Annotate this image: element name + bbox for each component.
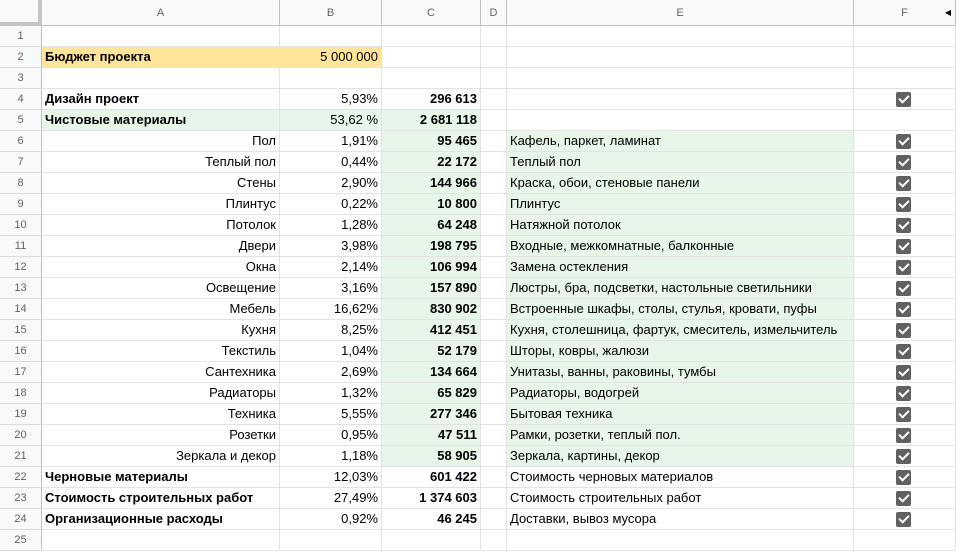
cell-d[interactable] [481, 530, 507, 551]
row-header[interactable]: 18 [0, 383, 42, 404]
checkbox-checked-icon[interactable] [896, 428, 911, 443]
row-header[interactable]: 3 [0, 68, 42, 89]
cell-f[interactable] [854, 425, 956, 446]
cell-e[interactable] [507, 110, 854, 131]
row-header[interactable]: 22 [0, 467, 42, 488]
checkbox-checked-icon[interactable] [896, 155, 911, 170]
table-row [0, 383, 956, 404]
cell-d[interactable] [481, 68, 507, 89]
cell-e[interactable]: Теплый пол [507, 152, 854, 173]
cell-f[interactable] [854, 257, 956, 278]
cell-c[interactable]: 52 179 [382, 341, 481, 362]
row-header[interactable]: 9 [0, 194, 42, 215]
cell-e[interactable]: Краска, обои, стеновые панели [507, 173, 854, 194]
cell-b[interactable]: 53,62 % [280, 110, 382, 131]
cell-d[interactable] [481, 383, 507, 404]
table-row [0, 530, 956, 551]
table-row [0, 278, 956, 299]
cell-a[interactable]: Техника [42, 404, 280, 425]
cell-d[interactable] [481, 341, 507, 362]
row-header[interactable]: 16 [0, 341, 42, 362]
cell-a[interactable]: Сантехника [42, 362, 280, 383]
cell-e[interactable]: Унитазы, ванны, раковины, тумбы [507, 362, 854, 383]
row-header[interactable]: 14 [0, 299, 42, 320]
cell-b[interactable]: 0,44% [280, 152, 382, 173]
cell-f[interactable] [854, 404, 956, 425]
checkbox-checked-icon[interactable] [896, 344, 911, 359]
cell-f[interactable] [854, 110, 956, 131]
column-header-e[interactable]: E [507, 0, 854, 26]
cell-d[interactable] [481, 89, 507, 110]
cell-a[interactable] [42, 530, 280, 551]
checkbox-checked-icon[interactable] [896, 260, 911, 275]
row-header[interactable]: 17 [0, 362, 42, 383]
cell-a[interactable]: Двери [42, 236, 280, 257]
cell-c[interactable]: 198 795 [382, 236, 481, 257]
cell-e[interactable]: Кафель, паркет, ламинат [507, 131, 854, 152]
cell-a[interactable]: Дизайн проект [42, 89, 280, 110]
row-header[interactable]: 13 [0, 278, 42, 299]
cell-d[interactable] [481, 320, 507, 341]
cell-c[interactable]: 65 829 [382, 383, 481, 404]
row-header[interactable]: 11 [0, 236, 42, 257]
column-header-a[interactable]: A [42, 0, 280, 26]
cell-f[interactable] [854, 152, 956, 173]
cell-grid [0, 26, 956, 551]
budget-label[interactable]: Бюджет проекта [42, 47, 280, 68]
row-header[interactable]: 10 [0, 215, 42, 236]
column-header-b[interactable]: B [280, 0, 382, 26]
cell-f[interactable] [854, 194, 956, 215]
cell-c[interactable]: 157 890 [382, 278, 481, 299]
checkbox-checked-icon[interactable] [896, 365, 911, 380]
table-row [0, 194, 956, 215]
cell-d[interactable] [481, 215, 507, 236]
cell-b[interactable]: 5,93% [280, 89, 382, 110]
row-header[interactable]: 24 [0, 509, 42, 530]
cell-b[interactable]: 8,25% [280, 320, 382, 341]
cell-c[interactable]: 134 664 [382, 362, 481, 383]
cell-c[interactable] [382, 47, 481, 68]
cell-f[interactable] [854, 68, 956, 89]
cell-a[interactable]: Мебель [42, 299, 280, 320]
cell-c[interactable]: 58 905 [382, 446, 481, 467]
row-header[interactable]: 25 [0, 530, 42, 551]
cell-c[interactable]: 412 451 [382, 320, 481, 341]
cell-f[interactable] [854, 47, 956, 68]
checkbox-checked-icon[interactable] [896, 176, 911, 191]
cell-a[interactable]: Радиаторы [42, 383, 280, 404]
cell-e[interactable]: Натяжной потолок [507, 215, 854, 236]
table-row [0, 257, 956, 278]
cell-b[interactable]: 1,04% [280, 341, 382, 362]
column-header-d[interactable]: D [481, 0, 507, 26]
cell-a[interactable] [42, 26, 280, 47]
row-header[interactable]: 12 [0, 257, 42, 278]
cell-d[interactable] [481, 467, 507, 488]
cell-b[interactable]: 27,49% [280, 488, 382, 509]
cell-b[interactable] [280, 530, 382, 551]
cell-a[interactable]: Розетки [42, 425, 280, 446]
cell-e[interactable]: Плинтус [507, 194, 854, 215]
checkbox-checked-icon[interactable] [896, 92, 911, 107]
cell-b[interactable]: 0,92% [280, 509, 382, 530]
cell-e[interactable]: Кухня, столешница, фартук, смеситель, измельчитель [507, 320, 854, 341]
cell-c[interactable]: 64 248 [382, 215, 481, 236]
cell-e[interactable]: Шторы, ковры, жалюзи [507, 341, 854, 362]
table-row [0, 110, 956, 131]
cell-b[interactable] [280, 68, 382, 89]
cell-f[interactable] [854, 509, 956, 530]
cell-f[interactable] [854, 131, 956, 152]
checkbox-checked-icon[interactable] [896, 491, 911, 506]
cell-f[interactable] [854, 236, 956, 257]
table-row [0, 488, 956, 509]
cell-e[interactable] [507, 47, 854, 68]
cell-c[interactable] [382, 530, 481, 551]
cell-e[interactable]: Зеркала, картины, декор [507, 446, 854, 467]
cell-c[interactable] [382, 68, 481, 89]
column-header-f-label: F [901, 7, 908, 19]
cell-b[interactable]: 16,62% [280, 299, 382, 320]
table-row [0, 131, 956, 152]
cell-a[interactable]: Черновые материалы [42, 467, 280, 488]
cell-a[interactable]: Потолок [42, 215, 280, 236]
row-header[interactable]: 21 [0, 446, 42, 467]
table-row [0, 446, 956, 467]
cell-c[interactable]: 47 511 [382, 425, 481, 446]
cell-f[interactable] [854, 467, 956, 488]
checkbox-checked-icon[interactable] [896, 281, 911, 296]
checkbox-checked-icon[interactable] [896, 449, 911, 464]
cell-d[interactable] [481, 509, 507, 530]
column-header-bar [0, 0, 956, 26]
cell-d[interactable] [481, 236, 507, 257]
cell-a[interactable]: Кухня [42, 320, 280, 341]
cell-c[interactable]: 106 994 [382, 257, 481, 278]
cell-d[interactable] [481, 47, 507, 68]
cell-b[interactable]: 3,98% [280, 236, 382, 257]
row-header[interactable]: 4 [0, 89, 42, 110]
checkbox-checked-icon[interactable] [896, 323, 911, 338]
cell-a[interactable]: Зеркала и декор [42, 446, 280, 467]
cell-f[interactable] [854, 320, 956, 341]
cell-b[interactable]: 5,55% [280, 404, 382, 425]
row-header[interactable]: 20 [0, 425, 42, 446]
cell-e[interactable] [507, 530, 854, 551]
cell-d[interactable] [481, 194, 507, 215]
cell-c[interactable]: 830 902 [382, 299, 481, 320]
cell-d[interactable] [481, 152, 507, 173]
budget-value[interactable]: 5 000 000 [280, 47, 382, 68]
cell-a[interactable]: Организационные расходы [42, 509, 280, 530]
row-header[interactable]: 19 [0, 404, 42, 425]
cell-a[interactable]: Текстиль [42, 341, 280, 362]
cell-e[interactable]: Стоимость черновых материалов [507, 467, 854, 488]
checkbox-checked-icon[interactable] [896, 407, 911, 422]
cell-b[interactable]: 1,91% [280, 131, 382, 152]
cell-f[interactable] [854, 89, 956, 110]
row-header[interactable]: 8 [0, 173, 42, 194]
cell-c[interactable]: 22 172 [382, 152, 481, 173]
table-row [0, 89, 956, 110]
cell-d[interactable] [481, 425, 507, 446]
cell-d[interactable] [481, 173, 507, 194]
cell-c[interactable]: 1 374 603 [382, 488, 481, 509]
cell-d[interactable] [481, 488, 507, 509]
column-header-c[interactable]: C [382, 0, 481, 26]
table-row [0, 320, 956, 341]
cell-c[interactable]: 2 681 118 [382, 110, 481, 131]
cell-d[interactable] [481, 26, 507, 47]
row-header[interactable]: 2 [0, 47, 42, 68]
cell-b[interactable] [280, 26, 382, 47]
cell-c[interactable]: 144 966 [382, 173, 481, 194]
cell-a[interactable]: Освещение [42, 278, 280, 299]
cell-a[interactable]: Чистовые материалы [42, 110, 280, 131]
row-header[interactable]: 23 [0, 488, 42, 509]
table-row [0, 26, 956, 47]
cell-f[interactable] [854, 341, 956, 362]
cell-a[interactable]: Стоимость строительных работ [42, 488, 280, 509]
cell-e[interactable]: Замена остекления [507, 257, 854, 278]
table-row [0, 152, 956, 173]
checkbox-checked-icon[interactable] [896, 239, 911, 254]
cell-e[interactable] [507, 68, 854, 89]
cell-b[interactable]: 1,18% [280, 446, 382, 467]
cell-b[interactable]: 12,03% [280, 467, 382, 488]
cell-e[interactable]: Бытовая техника [507, 404, 854, 425]
cell-f[interactable] [854, 26, 956, 47]
cell-a[interactable]: Окна [42, 257, 280, 278]
cell-b[interactable]: 2,90% [280, 173, 382, 194]
table-row [0, 362, 956, 383]
column-header-f[interactable] [854, 0, 956, 26]
cell-b[interactable]: 1,28% [280, 215, 382, 236]
cell-c[interactable]: 296 613 [382, 89, 481, 110]
cell-f[interactable] [854, 362, 956, 383]
table-row [0, 404, 956, 425]
cell-b[interactable]: 0,22% [280, 194, 382, 215]
row-header[interactable]: 5 [0, 110, 42, 131]
checkbox-checked-icon[interactable] [896, 197, 911, 212]
table-row [0, 47, 956, 68]
cell-d[interactable] [481, 131, 507, 152]
checkbox-checked-icon[interactable] [896, 134, 911, 149]
cell-d[interactable] [481, 299, 507, 320]
collapse-arrow-icon[interactable]: ◀ [944, 8, 951, 17]
cell-d[interactable] [481, 278, 507, 299]
cell-d[interactable] [481, 257, 507, 278]
cell-c[interactable]: 95 465 [382, 131, 481, 152]
cell-b[interactable]: 2,69% [280, 362, 382, 383]
table-row [0, 215, 956, 236]
checkbox-checked-icon[interactable] [896, 218, 911, 233]
cell-b[interactable]: 3,16% [280, 278, 382, 299]
table-row [0, 299, 956, 320]
cell-f[interactable] [854, 173, 956, 194]
cell-a[interactable]: Теплый пол [42, 152, 280, 173]
row-header[interactable]: 1 [0, 26, 42, 47]
row-header[interactable]: 15 [0, 320, 42, 341]
cell-e[interactable]: Встроенные шкафы, столы, стулья, кровати, пуфы [507, 299, 854, 320]
table-row [0, 425, 956, 446]
table-row [0, 236, 956, 257]
table-row [0, 509, 956, 530]
checkbox-checked-icon[interactable] [896, 512, 911, 527]
cell-e[interactable]: Рамки, розетки, теплый пол. [507, 425, 854, 446]
select-all-corner[interactable] [0, 0, 42, 26]
cell-c[interactable] [382, 26, 481, 47]
row-header[interactable]: 7 [0, 152, 42, 173]
cell-c[interactable]: 277 346 [382, 404, 481, 425]
cell-e[interactable]: Входные, межкомнатные, балконные [507, 236, 854, 257]
cell-e[interactable]: Доставки, вывоз мусора [507, 509, 854, 530]
checkbox-checked-icon[interactable] [896, 470, 911, 485]
table-row [0, 341, 956, 362]
cell-c[interactable]: 601 422 [382, 467, 481, 488]
cell-f[interactable] [854, 215, 956, 236]
cell-f[interactable] [854, 383, 956, 404]
cell-e[interactable] [507, 89, 854, 110]
cell-a[interactable]: Стены [42, 173, 280, 194]
cell-d[interactable] [481, 446, 507, 467]
cell-e[interactable]: Стоимость строительных работ [507, 488, 854, 509]
table-row [0, 68, 956, 89]
row-header[interactable]: 6 [0, 131, 42, 152]
cell-c[interactable]: 46 245 [382, 509, 481, 530]
cell-f[interactable] [854, 488, 956, 509]
cell-f[interactable] [854, 530, 956, 551]
cell-b[interactable]: 2,14% [280, 257, 382, 278]
cell-a[interactable] [42, 68, 280, 89]
cell-a[interactable]: Плинтус [42, 194, 280, 215]
table-row [0, 173, 956, 194]
cell-f[interactable] [854, 299, 956, 320]
cell-f[interactable] [854, 278, 956, 299]
cell-d[interactable] [481, 404, 507, 425]
cell-d[interactable] [481, 362, 507, 383]
cell-a[interactable]: Пол [42, 131, 280, 152]
cell-f[interactable] [854, 446, 956, 467]
cell-b[interactable]: 1,32% [280, 383, 382, 404]
cell-e[interactable] [507, 26, 854, 47]
cell-d[interactable] [481, 110, 507, 131]
cell-e[interactable]: Радиаторы, водогрей [507, 383, 854, 404]
cell-c[interactable]: 10 800 [382, 194, 481, 215]
table-row [0, 467, 956, 488]
cell-b[interactable]: 0,95% [280, 425, 382, 446]
checkbox-checked-icon[interactable] [896, 302, 911, 317]
cell-e[interactable]: Люстры, бра, подсветки, настольные светильники [507, 278, 854, 299]
checkbox-checked-icon[interactable] [896, 386, 911, 401]
